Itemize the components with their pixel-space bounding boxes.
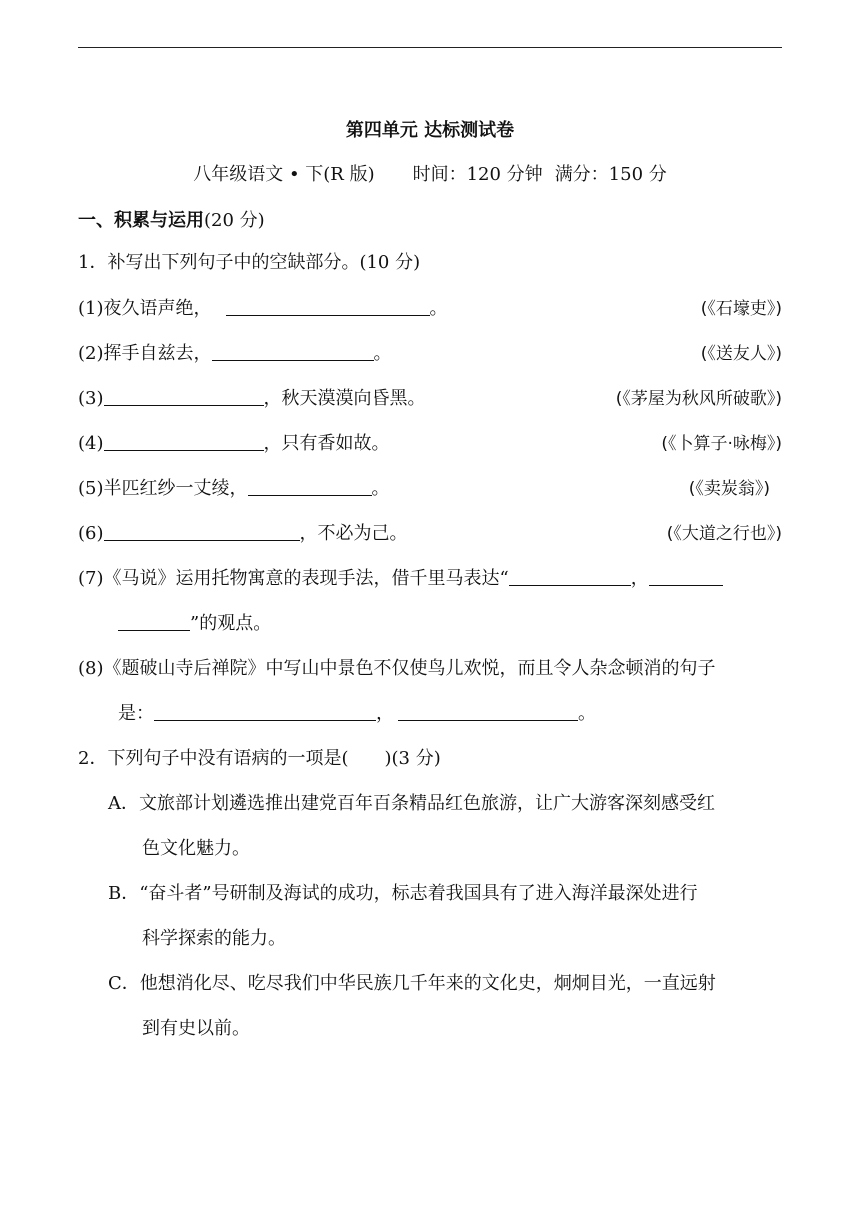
q1-item-3-text: (3) [78,388,104,409]
q1-item-6-text: (6) [78,523,104,544]
q1-item-3-end: ，秋天漠漠向昏黑。 [263,388,426,409]
q1-item-7 [78,566,782,592]
q1-item-4-text: (4) [78,433,104,454]
q2-option-a[interactable] [108,791,782,862]
q1-item-7-text: (7)《马说》运用托物寓意的表现手法，借千里马表达“ [78,568,509,589]
section-heading [78,206,265,232]
page-title: 第四单元 达标测试卷 [345,120,515,141]
q2-option-c-line2: 到有史以前。 [142,1018,250,1039]
answer-blank[interactable] [248,477,372,496]
q1-item-6-source: (《大道之行也》) [666,524,782,544]
question-1-stem: 1．补写出下列句子中的空缺部分。(10 分) [78,252,421,273]
q1-item-2-text: (2)挥手自兹去， [78,343,212,364]
q1-item-8-cont [78,701,822,727]
q1-item-1-end: 。 [429,298,448,319]
q1-item-2 [78,341,782,367]
answer-blank[interactable] [104,432,264,451]
q1-item-1-source: (《石壕吏》) [700,299,782,319]
q2-option-b[interactable] [108,881,782,952]
section-label: 一、积累与运用 [78,210,204,231]
q1-item-8: (8)《题破山寺后禅院》中写山中景色不仅使鸟儿欢悦，而且令人杂念顿消的句子 [78,658,716,679]
q1-item-5-end: 。 [371,478,390,499]
q1-item-6-end: ，不必为己。 [299,523,408,544]
q1-item-8-prefix: 是： [118,703,154,724]
q1-item-2-source: (《送友人》) [700,344,782,364]
q1-item-7-comma: ， [630,568,649,589]
q1-item-7-cont [78,611,822,637]
answer-blank[interactable] [104,387,264,406]
time-label: 时间：120 分钟 [412,164,543,185]
q1-item-8-comma: ， [376,703,394,724]
header-rule [78,47,782,48]
q2-option-a-line1: A．文旅部计划遴选推出建党百年百条精品红色旅游，让广大游客深刻感受红 [108,793,715,814]
q1-item-4-end: ，只有香如故。 [263,433,390,454]
q1-item-5-text: (5)半匹红纱一丈绫， [78,478,248,499]
answer-blank[interactable] [226,297,430,316]
q2-option-a-line2: 色文化魅力。 [142,838,250,859]
q2-option-c-line1: C．他想消化尽、吃尽我们中华民族几千年来的文化史，炯炯目光，一直远射 [108,973,716,994]
q1-item-4 [78,431,782,457]
answer-blank[interactable] [649,567,723,586]
q1-item-4-source: (《卜算子·咏梅》) [661,434,782,454]
score-label: 满分：150 分 [554,164,667,185]
q1-item-5 [78,476,782,502]
answer-blank[interactable] [104,522,300,541]
question-2-stem: 2．下列句子中没有语病的一项是( )(3 分) [78,748,441,769]
q1-item-5-source: (《卖炭翁》) [688,479,770,499]
q2-option-b-line2: 科学探索的能力。 [142,928,286,949]
answer-blank[interactable] [212,342,374,361]
q1-item-7-end: ”的观点。 [190,613,272,634]
answer-blank[interactable] [398,702,578,721]
answer-blank[interactable] [154,702,376,721]
q1-item-6 [78,521,782,547]
q1-item-2-end: 。 [373,343,392,364]
exam-meta [78,160,782,186]
q1-item-1 [78,296,782,322]
q2-option-c[interactable] [108,971,782,1042]
q1-item-3 [78,386,782,412]
answer-blank[interactable] [509,567,631,586]
q1-item-3-source: (《茅屋为秋风所破歌》) [615,389,782,409]
q1-item-1-text: (1)夜久语声绝， [78,298,212,319]
grade-label: 八年级语文 • 下(R 版) [193,164,375,185]
answer-blank[interactable] [118,612,190,631]
q2-option-b-line1: B．“奋斗者”号研制及海试的成功，标志着我国具有了进入海洋最深处进行 [108,883,698,904]
q1-item-8-end: 。 [578,703,596,724]
section-points: (20 分) [204,210,265,231]
